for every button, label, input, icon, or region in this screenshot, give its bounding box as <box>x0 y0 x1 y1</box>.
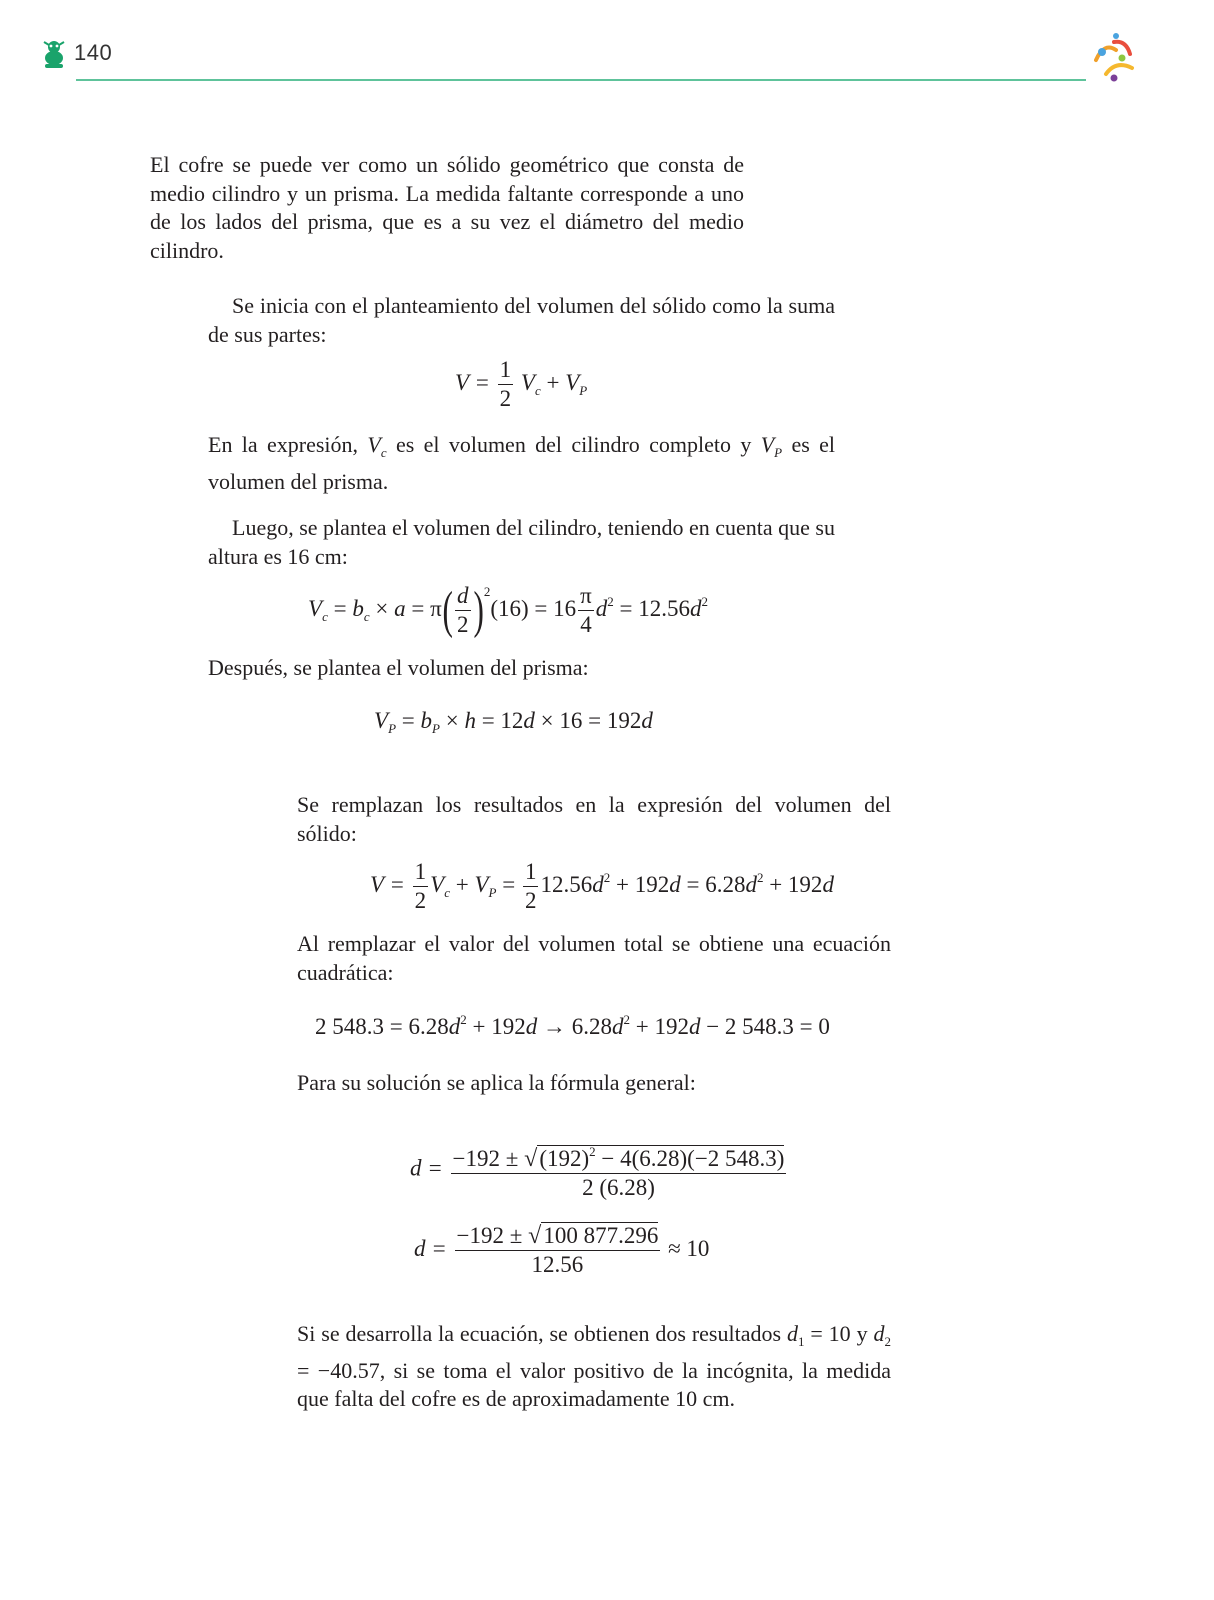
paragraph-intro: El cofre se puede ver como un sólido geométrico que consta de medio cilindro y un prisma. La medida faltante corresponde a uno de los lados del prisma, que es a su vez el diámetro del medio cilindro. <box>150 152 744 263</box>
fraction: $\frac{-192 \pm √(192)^2 - 4(6.28)(-2 548.3)}{2 (6.28)}$ <box>451 1138 787 1202</box>
eq-term: V = <box>455 369 490 395</box>
equation-solution: d = $\frac{-192 \pm √100 877.296}{12.56}$ ≈ 10 <box>414 1223 710 1277</box>
equation-cylinder-volume: $V_c = b_c \times a = \pi$( $\frac{d}{2}$ )$^2$(16) = 16 $\frac{\pi}{4}$ $d^2 = 12.56d^2$ <box>308 581 708 639</box>
page-number: 140 <box>74 40 113 65</box>
fraction: $\frac{d}{2}$ <box>457 583 469 637</box>
equation-prism-volume: $V_P = b_P \times h = 12d \times 16 = 192d$ <box>374 708 653 736</box>
fraction: $\frac{1}{2}$ <box>414 859 427 913</box>
fraction: $\frac{1}{2}$ <box>499 357 512 411</box>
fraction: $\frac{1}{2}$ <box>524 859 537 913</box>
paragraph-substitution: Se remplazan los resultados en la expresión del volumen del sólido: <box>297 792 891 846</box>
fraction: $\frac{\pi}{4}$ <box>580 583 592 637</box>
equation-substituted-volume: V = $\frac{1}{2}$ $V_c + V_P$ = $\frac{1}{2}$ $12.56d^2 + 192d = 6.28d^2 + 192d$ <box>370 859 834 913</box>
paragraph-quadratic: Al remplazar el valor del volumen total se obtiene una ecuación cuadrática: <box>297 931 891 985</box>
equation-total-volume: V = $\frac{1}{2}$ $V_c + V_P$ <box>455 357 588 411</box>
header-rule <box>76 79 1086 81</box>
paragraph-conclusion: Si se desarrolla la ecuación, se obtienen dos resultados $d_1 = 10$ y $d_2 = -40.57$, si se toma el valor positivo de la incógnita, la medida que falta del cofre es de aproximadamente 10 cm. <box>297 1321 891 1411</box>
paragraph-prism-setup: Después, se plantea el volumen del prisma: <box>208 655 589 680</box>
mascot-icon <box>40 38 68 70</box>
paragraph-cylinder-setup: Luego, se plantea el volumen del cilindro, teniendo en cuenta que su altura es 16 cm: <box>208 515 835 569</box>
logo-mark-icon <box>1086 30 1142 86</box>
equation-general-formula: d = $\frac{-192 \pm √(192)^2 - 4(6.28)(-2 548.3)}{2 (6.28)}$ <box>410 1138 788 1202</box>
paragraph-expression-explained: En la expresión, $V_c$ es el volumen del cilindro completo y $V_P$ es el volumen del prisma. <box>208 432 835 494</box>
fraction: $\frac{-192 \pm √100 877.296}{12.56}$ <box>456 1223 659 1277</box>
paragraph-general-formula: Para su solución se aplica la fórmula general: <box>297 1070 696 1095</box>
equation-quadratic: 2 $548.3 = 6.28d^2 + 192d \to 6.28d^2 + 192d - 2$ 548.3 = 0 <box>315 1012 830 1039</box>
paragraph-volume-setup: Se inicia con el planteamiento del volumen del sólido como la suma de sus partes: <box>208 293 835 347</box>
